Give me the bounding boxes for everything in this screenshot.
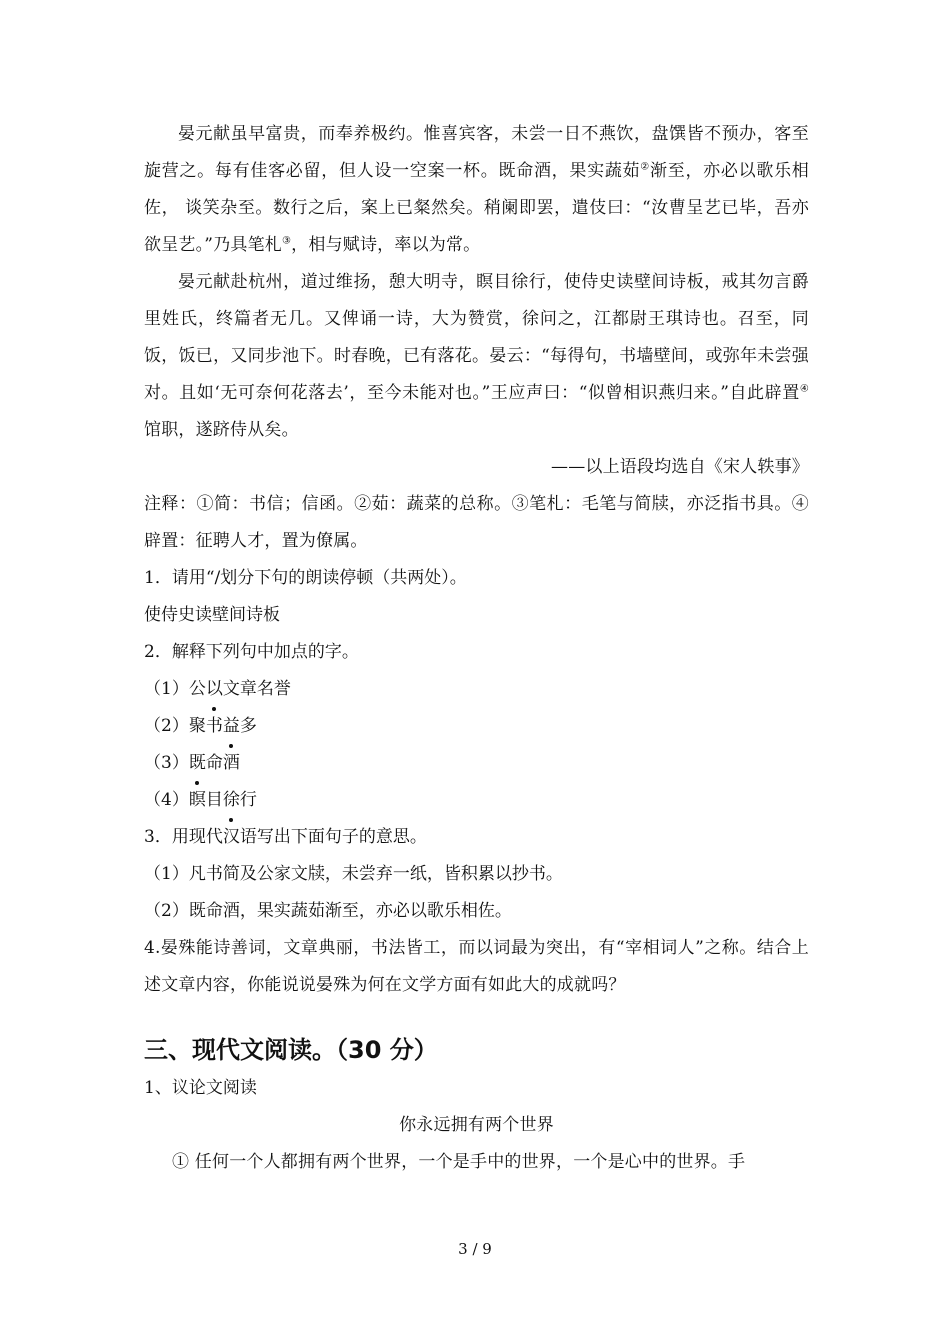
text: （4）瞑目 bbox=[144, 790, 223, 810]
dotted-character: 益 bbox=[223, 708, 240, 745]
article-paragraph-1: ① 任何一个人都拥有两个世界，一个是手中的世界，一个是心中的世界。手 bbox=[172, 1152, 746, 1172]
text: 晏元献赴杭州，道过维扬，憩大明寺，瞑目徐行，使侍史读壁间诗板，戒其勿言爵里姓氏，终篇者无几。又俾诵一诗，大为赞赏，徐问之，江都尉王琪诗也。召至，同饭，饭已，又同步池下。时春晚，已有落花。晏云：“每得句，书墙壁间，或弥年未尝强对。且如‘无可奈何花落去’，至今未能对也。”王应声曰：“似曾相识燕归来。”自此辟置 bbox=[144, 272, 809, 403]
passage-paragraph-1 bbox=[144, 116, 809, 264]
question-2-item bbox=[144, 745, 809, 782]
footnote-mark: ④ bbox=[799, 383, 809, 395]
question-3-item: （1）凡书简及公家文牍，未尝弃一纸，皆积累以抄书。 bbox=[144, 864, 563, 884]
question-2: 2．解释下列句中加点的字。 bbox=[144, 642, 359, 662]
question-3-item: （2）既命酒，果实蔬茹渐至，亦必以歌乐相佐。 bbox=[144, 901, 512, 921]
passage-paragraph-2 bbox=[144, 264, 809, 449]
question-1-sentence: 使侍史读壁间诗板 bbox=[144, 605, 280, 625]
document-page bbox=[144, 0, 809, 1181]
dotted-character: 既 bbox=[189, 745, 206, 782]
text: 行 bbox=[239, 790, 257, 810]
text: 渐至，亦必以歌乐相佐， 谈笑杂至。数行之后，案上已粲然矣。稍阑即罢，遣伎曰：“汝曹呈艺已毕，吾亦欲呈艺。”乃具笔札 bbox=[144, 161, 809, 255]
text: 文章名誉 bbox=[222, 679, 291, 699]
text: （3） bbox=[144, 753, 189, 773]
passage-source: ——以上语段均选自《宋人轶事》 bbox=[551, 457, 809, 477]
passage-notes: 注释：①简：书信；信函。②茹：蔬菜的总称。③笔札：毛笔与简牍，亦泛指书具。④辟置：征聘人才，置为僚属。 bbox=[144, 494, 809, 551]
question-2-item bbox=[144, 671, 809, 708]
text: ，相与赋诗，率以为常。 bbox=[291, 235, 481, 255]
text: 馆职，遂跻侍从矣。 bbox=[144, 420, 299, 440]
dotted-character: 以 bbox=[206, 671, 223, 708]
question-4: 4.晏殊能诗善词，文章典丽，书法皆工，而以词最为突出，有“宰相词人”之称。结合上述文章内容，你能说说晏殊为何在文学方面有如此大的成就吗？ bbox=[144, 938, 809, 995]
text: 命酒 bbox=[205, 753, 240, 773]
section-heading: 三、现代文阅读。（30 分） bbox=[144, 1036, 438, 1064]
footnote-mark: ③ bbox=[282, 235, 292, 247]
article-title: 你永远拥有两个世界 bbox=[399, 1115, 554, 1135]
question-3: 3．用现代汉语写出下面句子的意思。 bbox=[144, 827, 427, 847]
section-subheading: 1、议论文阅读 bbox=[144, 1078, 257, 1098]
text: 多 bbox=[239, 716, 257, 736]
question-1: 1．请用“/划分下句的朗读停顿（共两处）。 bbox=[144, 568, 467, 588]
footnote-mark: ② bbox=[640, 161, 650, 173]
dotted-character: 徐 bbox=[223, 782, 240, 819]
question-2-item bbox=[144, 708, 809, 745]
text: 晏元献虽早富贵，而奉养极约。惟喜宾客，未尝一日不燕饮，盘馔皆不预办，客至旋营之。每有佳客必留，但人设一空案一杯。既命酒，果实蔬茹 bbox=[144, 124, 809, 181]
question-2-item bbox=[144, 782, 809, 819]
text: （2）聚书 bbox=[144, 716, 223, 736]
text: （1）公 bbox=[144, 679, 206, 699]
page-number: 3 / 9 bbox=[458, 1240, 492, 1258]
